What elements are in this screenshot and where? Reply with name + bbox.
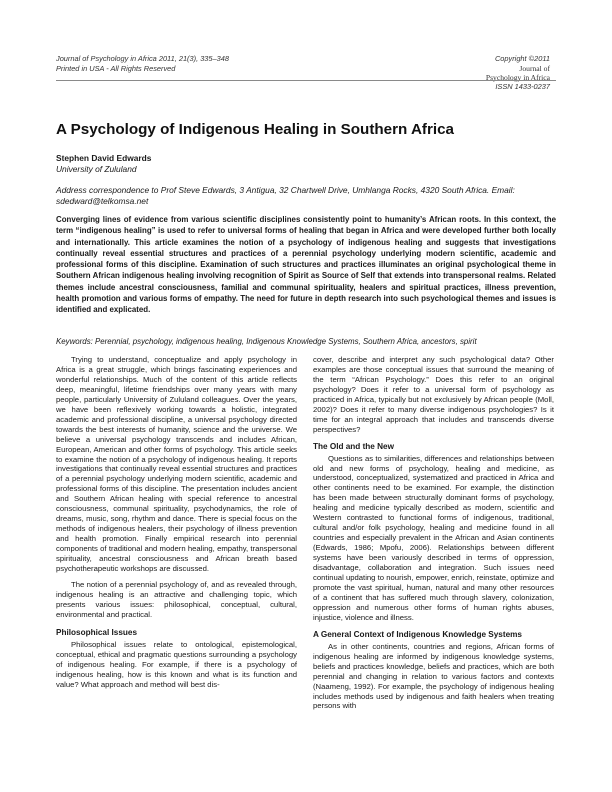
- body-column-right: [313, 355, 554, 711]
- paragraph: Questions as to similarities, differences and relationships between old and new forms of psychology, healing and medicine, as understood, conceptualized, systematized and practiced in Africa and other continents need to be examined. For example, the distinction has been made between structurally dominant forms of psychology, healing and medicine typically described as modern, scientific and Western contrasted to functional forms of indigenous, traditional, cultural and/or folk psychology, healing and medicine found in all countries and especially prevalent in the African and Asian continents (Edwards, 1986; Mpofu, 2006). Relationships between different systems have been variously described in terms of oppression, disadvantage, collaboration and integration. Such issues need continual updating to nourish, empower, enrich, reinstate, optimize and promote the vast spiritual, human, natural and many other resources of a continent that has suffered much through slavery, colonization, oppression and numerous other forms of human rights abuses, injustice, violence and illness.: [313, 453, 554, 622]
- paragraph: Philosophical issues relate to ontological, epistemological, conceptual, ethical and pragmatic questions surrounding a psychology of indigenous healing. For example, if there is a psychology of indigenous healing, how is this known and what is its function and value? What approach and method will best dis-: [56, 639, 297, 689]
- copyright-label: Copyright ©2011: [494, 54, 550, 63]
- paragraph: cover, describe and interpret any such psychological data? Other examples are those conceptual issues that surround the meaning of the term “African Psychology.” Does this refer to an original psychology? Does it refer to a universal form of psychology as practiced in Africa, typically but not exclusively by African people (Moll, 2002)? Does it refer to many diverse indigenous psychologies? Is it time for an integral approach that includes and transcends diverse perspectives?: [313, 355, 554, 434]
- copyright-block: [450, 54, 550, 91]
- journal-citation: [56, 54, 229, 74]
- paragraph: As in other continents, countries and regions, African forms of indigenous healing are informed by indigenous knowledge systems, beliefs and practices knowledge, beliefs and practices, which are both perennial and changing in relation to various factors and contexts (Naameng, 1992). For example, the psychology of indigenous healing includes methods used by indigenous and faith healers when treating persons with: [313, 641, 554, 711]
- correspondence-address: Address correspondence to Prof Steve Edwards, 3 Antigua, 32 Chartwell Drive, Umhlanga Rocks, 4320 South Africa. Email: sdedward@telkomsa.net: [56, 185, 515, 207]
- issn: ISSN 1433-0237: [495, 81, 550, 91]
- journal-logo-line2: Psychology in Africa: [485, 72, 550, 82]
- abstract: Converging lines of evidence from various scientific disciplines consistently point to humanity’s African roots. In this context, the term “indigenous healing” is used to refer to universal forms of healing that began in Africa and were developed further both locally and internationally. This article examines the notion of a psychology of indigenous healing and suggests that investigations continually reveal essential structures and practices of a perennial psychology underlying modern scientific, academic and professional forms of this discipline. Examination of such structures and practices illuminates an original psychological theme in Southern African indigenous healing involving recognition of Spirit as Source of Self that extends into transpersonal realms. Related themes include ancestral consciousness, familial and communal spirituality, healers and spiritual practices, illness prevention, health promotion and various forms of empathy. The need for future in depth research into such psychological themes and issues is identified and explicated.: [56, 215, 556, 315]
- journal-logo: [450, 64, 550, 82]
- body-column-left: [56, 355, 297, 690]
- keywords: Keywords: Perennial, psychology, indigenous healing, Indigenous Knowledge Systems, Southern Africa, ancestors, spirit: [56, 337, 477, 346]
- section-heading: A General Context of Indigenous Knowledge Systems: [313, 629, 522, 639]
- article-title: A Psychology of Indigenous Healing in Southern Africa: [56, 121, 455, 138]
- journal-logo-line1: Journal of: [519, 63, 550, 73]
- author-name: Stephen David Edwards: [56, 153, 152, 163]
- journal-rights-line: Printed in USA - All Rights Reserved: [56, 64, 176, 73]
- paragraph: Trying to understand, conceptualize and apply psychology in Africa is a great struggle, which brings fascinating experiences and wonderful relationships. Much of the content of this article reflects deep, meaningful, lifetime friendships over many years with many people, particularly University of Zululand colleagues. Over the years, we have been reflexively working towards a holistic, integrated academic and professional discipline, a universal psychology directed towards the best interests of humanity, science and the universe. We believe a universal psychology transcends and includes African, European, American and other forms of psychology. This article seeks to examine the notion of a psychology of indigenous healing. It reports investigations that continually reveal essential structures and practices of a perennial psychology underlying modern scientific, academic and professional forms of this discipline. The presentation includes ancient and Southern African healing with special reference to ancestral consciousness, communal spirituality, psychodynamics, the role of dreams, music, song, rhythm and dance. There is special focus on the methods of indigenous healers, their psychology of illness prevention and health promotion. Finally empirical research into perennial components of traditional and modern healing, empathy, transpersonal spirituality, ancestral consciousness and African breath based psychotherapeutic workshops are discussed.: [56, 355, 297, 574]
- author-affiliation: University of Zululand: [56, 164, 137, 174]
- section-heading: Philosophical Issues: [56, 627, 137, 637]
- header-rule: [56, 80, 556, 81]
- section-heading: The Old and the New: [313, 441, 394, 451]
- journal-citation-line: Journal of Psychology in Africa 2011, 21(3), 335–348: [56, 54, 229, 63]
- paragraph: The notion of a perennial psychology of, and as revealed through, indigenous healing is an attractive and challenging topic, which presents various issues: philosophical, conceptual, cultural, environmental and practical.: [56, 579, 297, 619]
